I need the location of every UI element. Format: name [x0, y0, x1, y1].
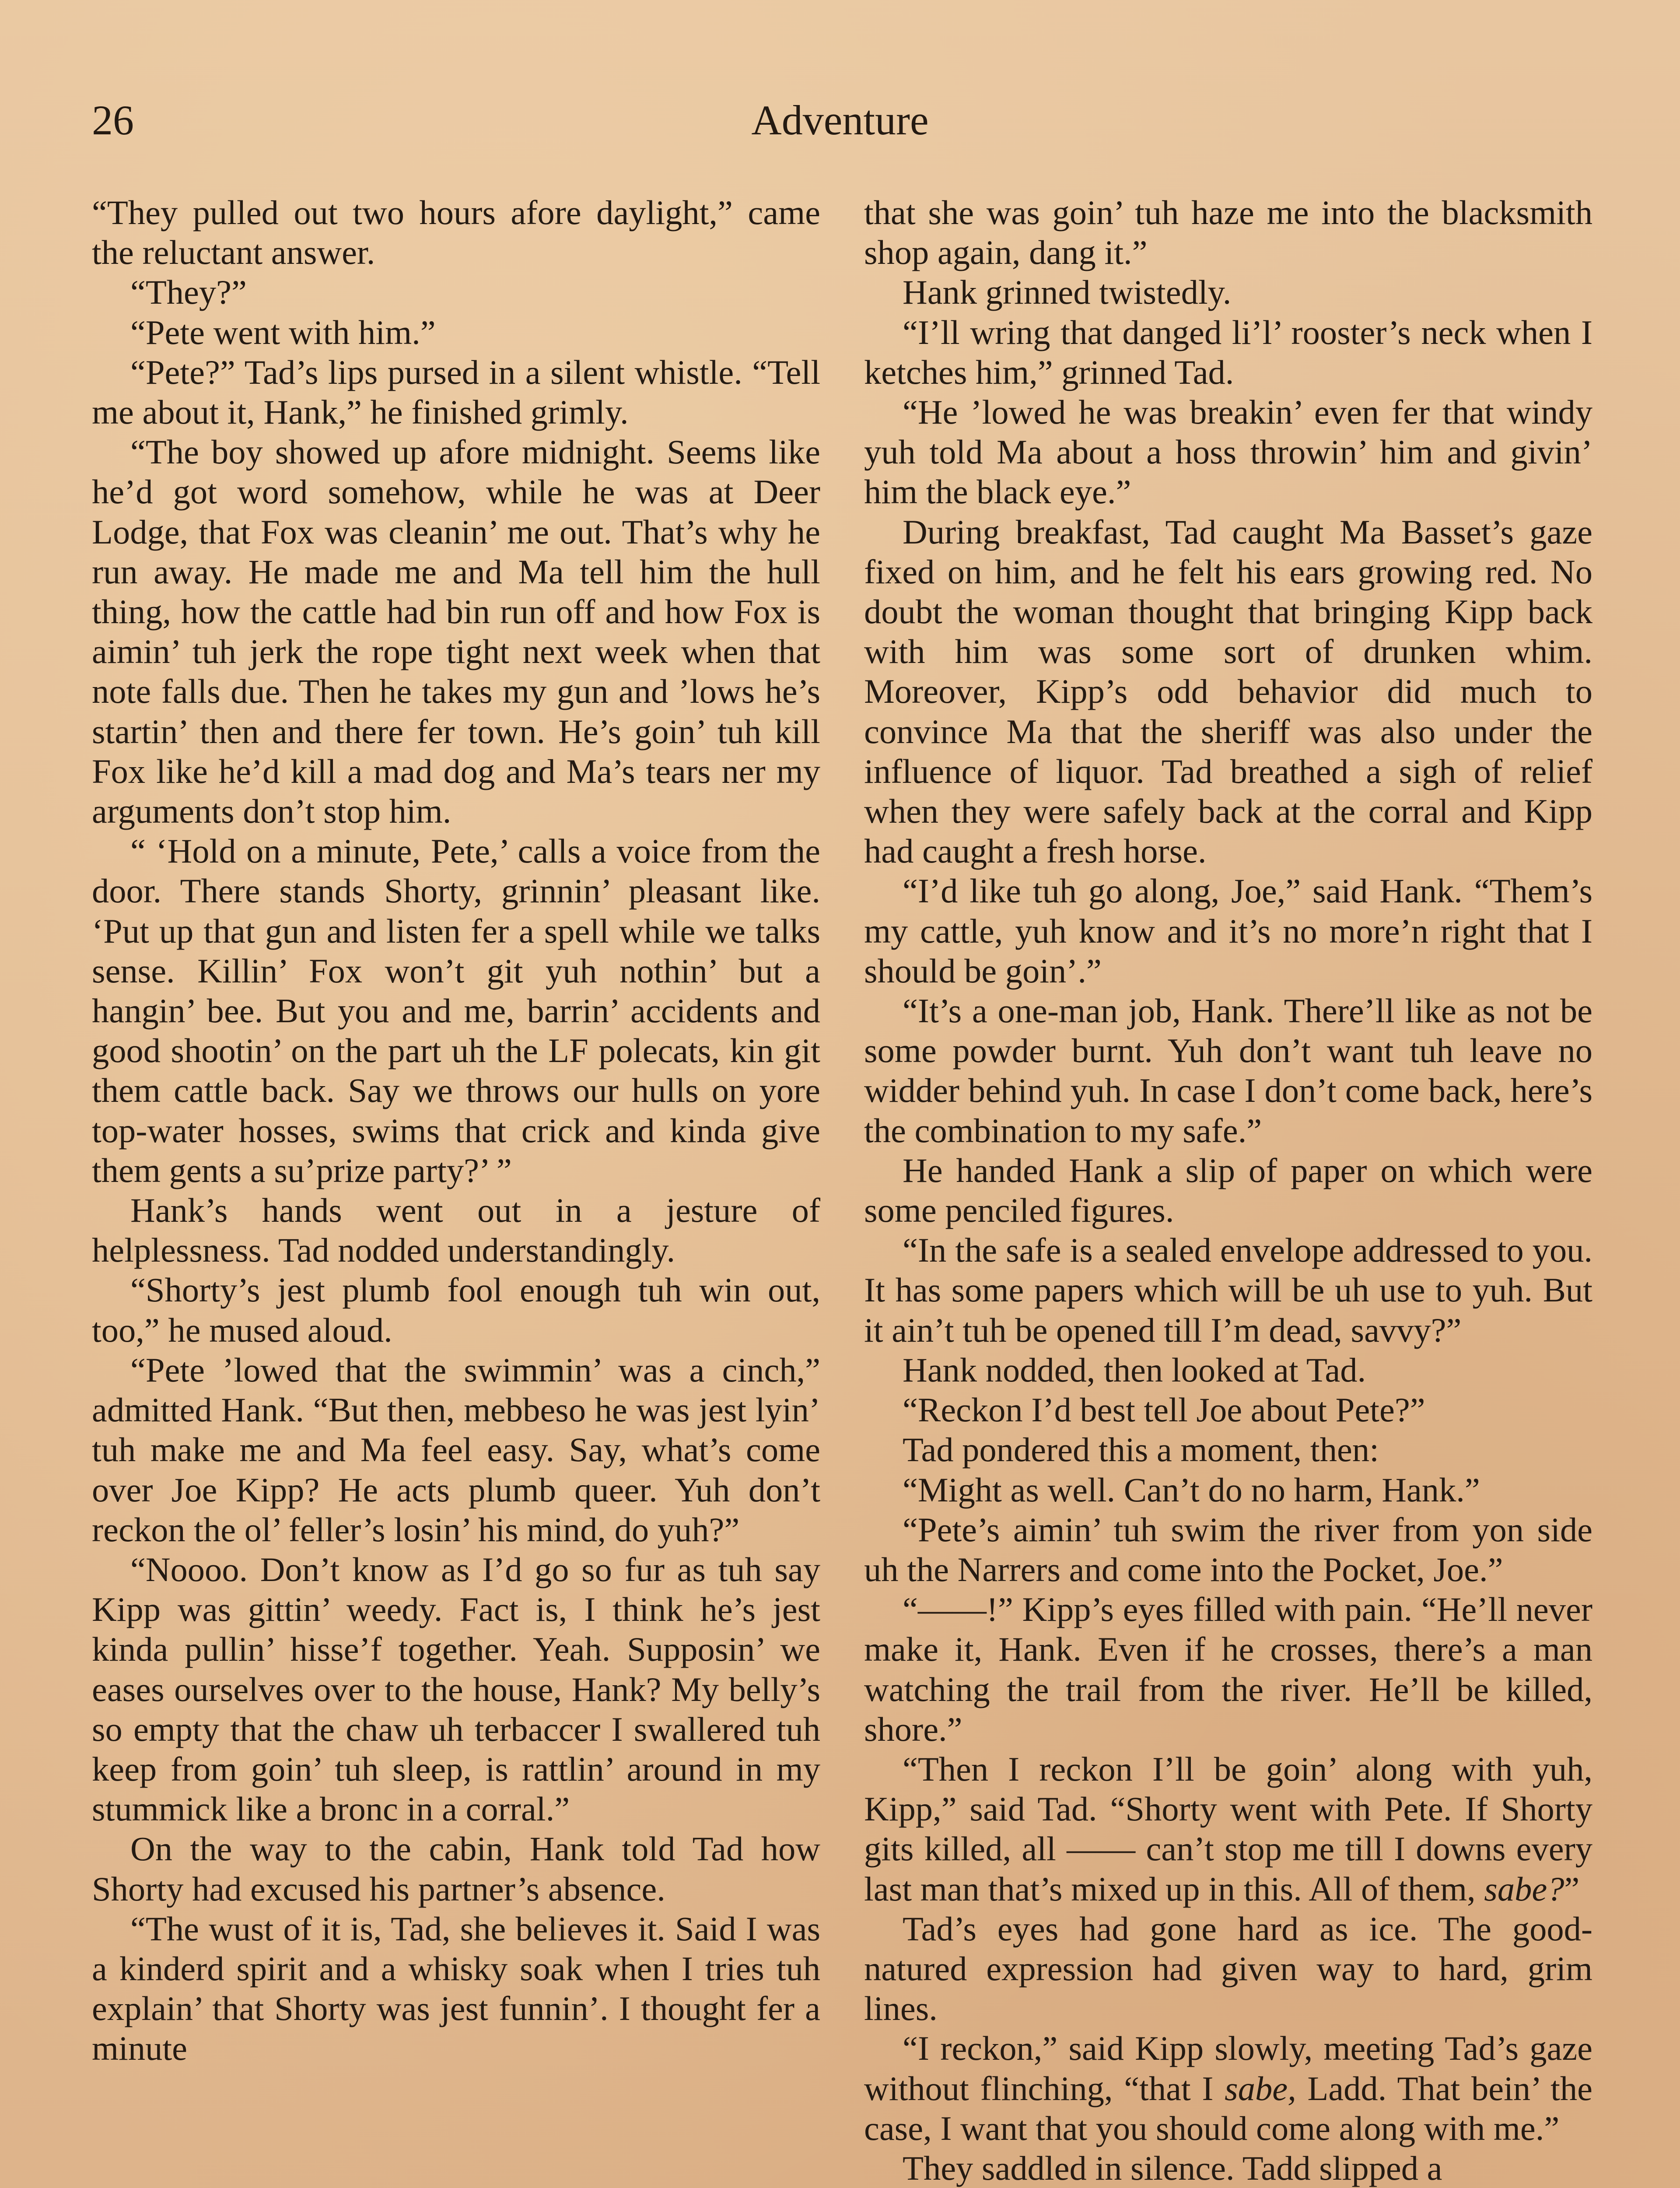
paragraph-kipp: [864, 2028, 1592, 2148]
paragraph: “It’s a one-man job, Hank. There’ll like as not be some powder burnt. Yuh don’t want tuh leave no widder behind yuh. In case I don’t come back, here’s the combination to my safe.”: [864, 992, 1592, 1150]
paragraph: “Pete’s aimin’ tuh swim the river from yon side uh the Narrers and come into the Pocket, Joe.”: [864, 1510, 1592, 1588]
right-column: [864, 193, 1592, 2188]
italic-word: sabe?: [1484, 1869, 1564, 1908]
paragraph: During breakfast, Tad caught Ma Basset’s gaze fixed on him, and he felt his ears growing red. No doubt the woman thought that bringing Kipp back with him was some sort of drunken whim. Moreover, Kipp’s odd behavior did much to convince Ma that the sheriff was also under the influence of liquor. Tad breathed a sigh of relief when they were safely back at the corral and Kipp had caught a fresh horse.: [864, 512, 1592, 870]
paragraph: “Pete?” Tad’s lips pursed in a silent whistle. “Tell me about it, Hank,” he finished grimly.: [92, 353, 820, 431]
paragraph: “Noooo. Don’t know as I’d go so fur as tuh say Kipp was gittin’ weedy. Fact is, I think he’s jest kinda pullin’ hisse’f together. Yeah. Supposin’ we eases ourselves over to the house, Hank? My belly’s so empty that the chaw uh terbaccer I swallered tuh keep from goin’ tuh sleep, is rattlin’ around in my stummick like a bronc in a corral.”: [92, 1550, 820, 1828]
page-header: [92, 92, 1588, 149]
paragraph: “ ‘Hold on a minute, Pete,’ calls a voice from the door. There stands Shorty, grinnin’ pleasant like. ‘Put up that gun and listen fer a spell while we talks sense. Killin’ Fox won’t git yuh nothin’ but a hangin’ bee. But you and me, barrin’ accidents and good shootin’ on the part uh the LF polecats, kin git them cattle back. Say we throws our hulls on yore top-water hosses, swims that crick and kinda give them gents a su’prize party?’ ”: [92, 832, 820, 1189]
italic-word: sabe,: [1225, 2069, 1296, 2107]
running-title: Adventure: [751, 97, 929, 144]
paragraph: “The wust of it is, Tad, she believes it. Said I was a kinderd spirit and a whisky soak when I tries tuh explain’ that Shorty was jest funnin’. I thought fer a minute: [92, 1909, 820, 2068]
paragraph: “Pete ’lowed that the swimmin’ was a cinch,” admitted Hank. “But then, mebbeso he was jest lyin’ tuh make me and Ma feel easy. Say, what’s come over Joe Kipp? He acts plumb queer. Yuh don’t reckon the ol’ feller’s losin’ his mind, do yuh?”: [92, 1350, 820, 1549]
paragraph: “He ’lowed he was breakin’ even fer that windy yuh told Ma about a hoss throwin’ him and givin’ him the black eye.”: [864, 393, 1592, 511]
paragraph: “In the safe is a sealed envelope addressed to you. It has some papers which will be uh use to yuh. But it ain’t tuh be opened till I’m dead, savvy?”: [864, 1231, 1592, 1349]
paragraph: Tad’s eyes had gone hard as ice. The good-natured expression had given way to hard, grim lines.: [864, 1909, 1592, 2028]
paragraph: Tad pondered this a moment, then:: [903, 1431, 1379, 1469]
paragraph-continuation: that she was goin’ tuh haze me into the blacksmith shop again, dang it.”: [864, 193, 1592, 272]
paragraph: “The boy showed up afore midnight. Seems like he’d got word somehow, while he was at Deer Lodge, that Fox was cleanin’ me out. That’s why he run away. He made me and Ma tell him the hull thing, how the cattle had bin run off and how Fox is aimin’ tuh jerk the rope tight next week when that note falls due. Then he takes my gun and ’lows he’s startin’ then and there fer town. He’s goin’ tuh kill Fox like he’d kill a mad dog and Ma’s tears ner my arguments don’t stop him.: [92, 433, 820, 831]
paragraph: “I’d like tuh go along, Joe,” said Hank. “Them’s my cattle, yuh know and it’s no more’n right that I should be goin’.”: [864, 872, 1592, 990]
paragraph: “Pete went with him.”: [130, 313, 436, 351]
paragraph: “——!” Kipp’s eyes filled with pain. “He’ll never make it, Hank. Even if he crosses, there’s a man watching the trail from the river. He’ll be killed, shore.”: [864, 1590, 1592, 1748]
paragraph: Hank nodded, then looked at Tad.: [903, 1350, 1366, 1389]
paragraph: He handed Hank a slip of paper on which were some penciled figures.: [864, 1151, 1592, 1230]
left-column: [92, 193, 820, 2069]
text-run: ”: [1564, 1869, 1580, 1908]
paragraph: “I’ll wring that danged li’l’ rooster’s neck when I ketches him,” grinned Tad.: [864, 313, 1592, 391]
text-run: “Then I reckon I’ll be goin’ along with yuh, Kipp,” said Tad. “Shorty went with Pete. If Shorty gits killed, all —— can’t stop me till I downs every last man that’s mixed up in this. All of them,: [864, 1750, 1592, 1908]
paragraph: “They?”: [130, 273, 247, 312]
paragraph: “Shorty’s jest plumb fool enough tuh win out, too,” he mused aloud.: [92, 1271, 820, 1349]
text-run: Ladd. That bein’ the case, I want that you should come along with me.”: [864, 2069, 1592, 2147]
paragraph: “Might as well. Can’t do no harm, Hank.”: [903, 1470, 1480, 1509]
paragraph: On the way to the cabin, Hank told Tad how Shorty had excused his partner’s absence.: [92, 1830, 820, 1908]
paragraph: “Reckon I’d best tell Joe about Pete?”: [903, 1391, 1425, 1429]
text-run: “I reckon,” said Kipp slowly, meeting Tad’s gaze without flinching, “that I: [864, 2029, 1592, 2107]
paragraph-sabe: [864, 1749, 1592, 1909]
paragraph: They saddled in silence. Tadd slipped a: [903, 2149, 1442, 2187]
paragraph: Hank’s hands went out in a jesture of helplessness. Tad nodded understandingly.: [92, 1191, 820, 1269]
page-number: 26: [92, 97, 134, 144]
paragraph: Hank grinned twistedly.: [903, 273, 1232, 312]
paragraph: “They pulled out two hours afore daylight,” came the reluctant answer.: [92, 193, 820, 272]
